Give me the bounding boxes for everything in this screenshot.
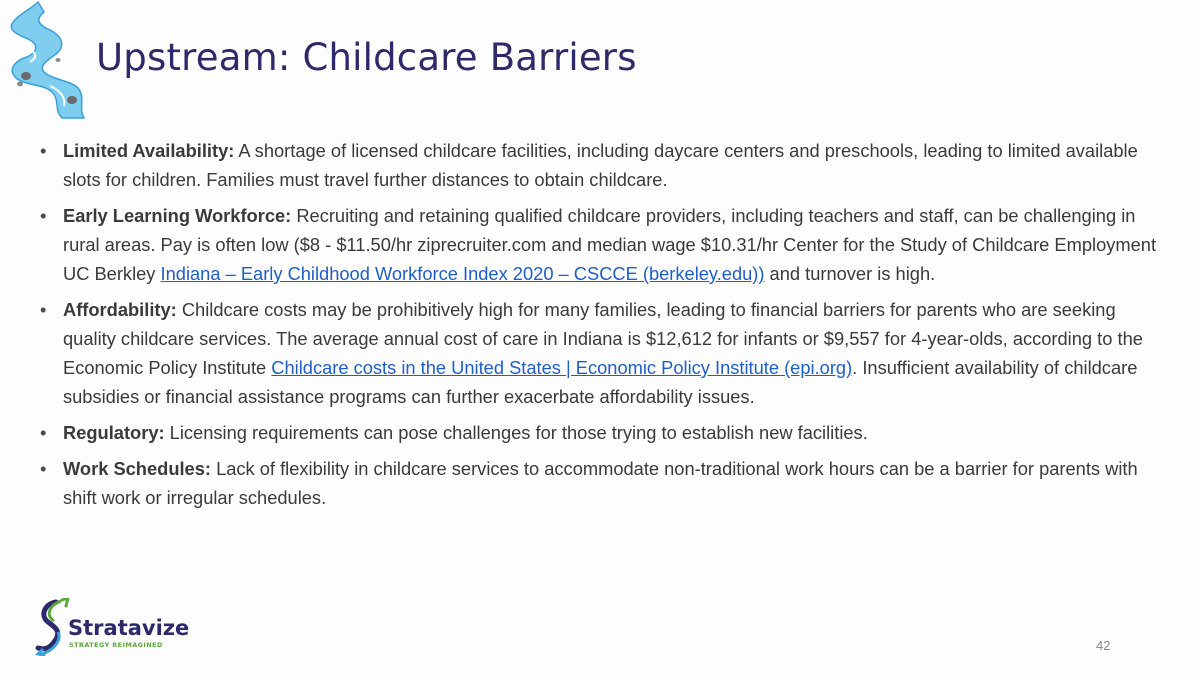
berkeley-link[interactable]: Indiana – Early Childhood Workforce Index 2020 – CSCCE (berkeley.edu)) bbox=[160, 263, 765, 284]
epi-link[interactable]: Childcare costs in the United States | Economic Policy Institute (epi.org) bbox=[271, 357, 853, 378]
bullet-dot: • bbox=[40, 299, 47, 320]
bullet-label: Affordability: bbox=[63, 299, 177, 320]
bullet-text: . Insufficient availability of childcare subsidies or financial assistance programs can further exacerbate affordability issues. bbox=[63, 357, 1138, 407]
bullet-text: Recruiting and retaining qualified childcare providers, including teachers and staff, can be challenging in rural areas. Pay is often low ($8 - $11.50/hr ziprecruiter.com and median wage $10.31/hr Center for the Study of Childcare Employment UC Berkley bbox=[63, 205, 1157, 284]
bullet-label: Limited Availability: bbox=[63, 140, 235, 161]
logo-tagline: STRATEGY REIMAGINED bbox=[69, 641, 163, 649]
bullet-regulatory bbox=[32, 418, 1172, 447]
bullet-list bbox=[32, 136, 1172, 519]
bullet-work-schedules bbox=[32, 454, 1172, 512]
river-icon bbox=[0, 0, 100, 120]
bullet-affordability bbox=[32, 295, 1172, 411]
bullet-dot: • bbox=[40, 205, 47, 226]
logo-name: Stratavize bbox=[68, 616, 190, 640]
bullet-dot: • bbox=[40, 458, 47, 479]
bullet-text: A shortage of licensed childcare facilities, including daycare centers and preschools, leading to limited available slots for children. Families must travel further distances to obtain childcare. bbox=[63, 140, 1138, 190]
bullet-text: Licensing requirements can pose challenges for those trying to establish new facilities. bbox=[164, 422, 868, 443]
slide-title: Upstream: Childcare Barriers bbox=[96, 36, 637, 79]
bullet-text: Childcare costs may be prohibitively high for many families, leading to financial barriers for parents who are seeking quality childcare services. The average annual cost of care in Indiana is $12,612 for infants or $9,557 for 4-year-olds, according to the Economic Policy Institute bbox=[63, 299, 1143, 378]
bullet-text: and turnover is high. bbox=[764, 263, 936, 284]
bullet-label: Regulatory: bbox=[63, 422, 165, 443]
page-number: 42 bbox=[1096, 638, 1111, 653]
bullet-limited-availability bbox=[32, 136, 1172, 194]
bullet-dot: • bbox=[40, 140, 47, 161]
bullet-label: Early Learning Workforce: bbox=[63, 205, 292, 226]
bullet-label: Work Schedules: bbox=[63, 458, 211, 479]
bullet-early-learning-workforce bbox=[32, 201, 1172, 288]
bullet-dot: • bbox=[40, 422, 47, 443]
bullet-text: Lack of flexibility in childcare services to accommodate non-traditional work hours can be a barrier for parents with shift work or irregular schedules. bbox=[63, 458, 1138, 508]
